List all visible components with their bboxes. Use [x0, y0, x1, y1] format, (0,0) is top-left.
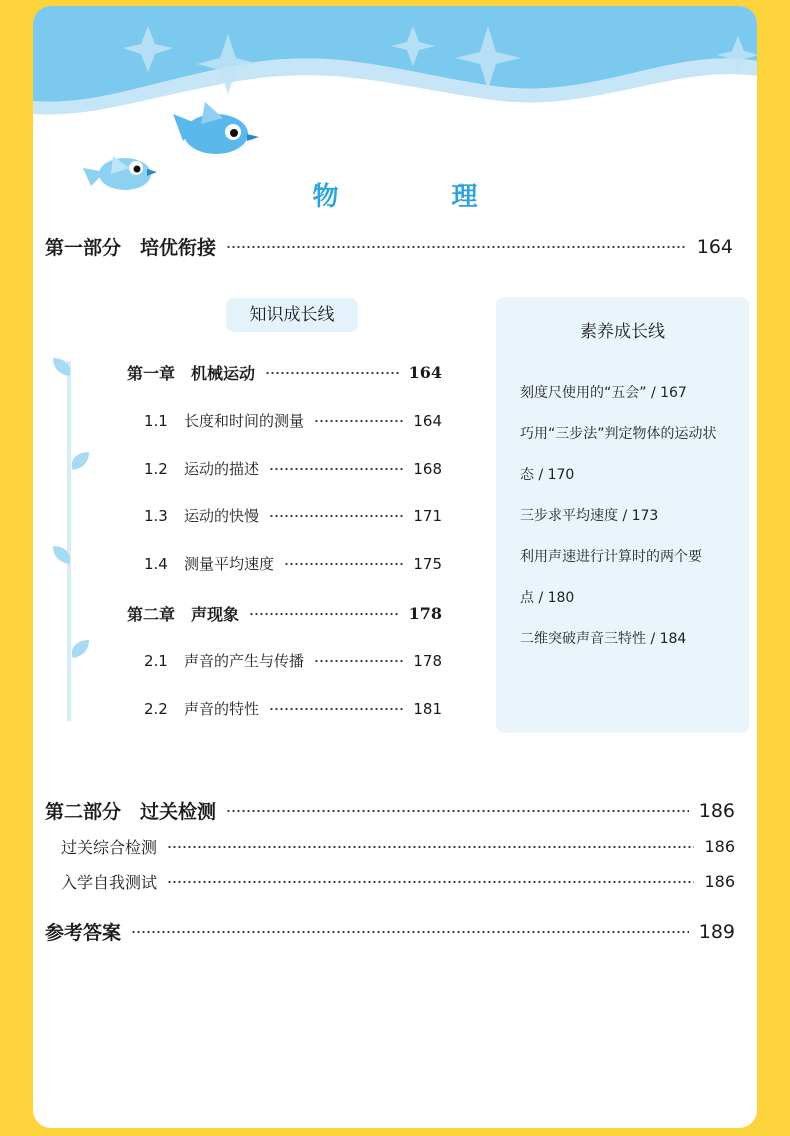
- leader-dots: [226, 245, 687, 249]
- answers-page: 189: [698, 920, 735, 943]
- literacy-panel: [496, 297, 749, 733]
- chapter-title: 第二章 声现象: [127, 605, 240, 624]
- part2-item-page: 186: [704, 872, 735, 891]
- leader-dots: [167, 845, 694, 849]
- part2-item-row[interactable]: [61, 835, 735, 858]
- toc-page: [33, 6, 757, 1128]
- leaf-icon: [69, 638, 91, 660]
- literacy-line[interactable]: 利用声速进行计算时的两个要: [520, 549, 702, 565]
- section-row[interactable]: [144, 505, 442, 526]
- section-title: 测量平均速度: [184, 555, 275, 573]
- section-number: 1.3: [144, 506, 168, 525]
- section-page: 164: [413, 411, 442, 430]
- section-page: 168: [413, 459, 442, 478]
- section-title: 声音的特性: [184, 700, 260, 718]
- knowledge-label: 知识成长线: [226, 298, 358, 332]
- leader-dots: [284, 562, 403, 566]
- part2-page: 186: [698, 799, 735, 822]
- section-title: 声音的产生与传播: [184, 652, 305, 670]
- leader-dots: [265, 371, 399, 375]
- literacy-line[interactable]: 三步求平均速度 / 173: [520, 508, 659, 524]
- leader-dots: [131, 930, 689, 934]
- section-number: 2.2: [144, 699, 168, 718]
- part2-item-row[interactable]: [61, 870, 735, 893]
- leaf-icon: [51, 356, 73, 378]
- part2-item-title: 过关综合检测: [61, 838, 158, 857]
- section-number: 1.1: [144, 411, 168, 430]
- section-row[interactable]: [144, 410, 442, 431]
- section-row[interactable]: [144, 458, 442, 479]
- answers-row[interactable]: [45, 918, 735, 945]
- leader-dots: [269, 514, 403, 518]
- section-page: 181: [413, 699, 442, 718]
- literacy-line[interactable]: 巧用“三步法”判定物体的运动状: [520, 426, 717, 442]
- section-title: 长度和时间的测量: [184, 412, 305, 430]
- bird-icon: [173, 102, 259, 154]
- part1-row[interactable]: [45, 233, 733, 260]
- chapter-row[interactable]: [127, 361, 442, 384]
- leader-dots: [249, 612, 399, 616]
- part2-item-page: 186: [704, 837, 735, 856]
- section-row[interactable]: [144, 698, 442, 719]
- chapter-page: 178: [408, 604, 442, 623]
- section-page: 171: [413, 506, 442, 525]
- part2-title: 第二部分 过关检测: [45, 801, 217, 823]
- part2-item-title: 入学自我测试: [61, 873, 158, 892]
- section-number: 1.2: [144, 459, 168, 478]
- part1-page: 164: [696, 235, 733, 258]
- leader-dots: [269, 467, 403, 471]
- subject-title: 物 理: [312, 182, 530, 212]
- literacy-title: 素养成长线: [580, 322, 665, 342]
- chapter-title: 第一章 机械运动: [127, 364, 256, 383]
- leader-dots: [314, 659, 403, 663]
- leader-dots: [269, 707, 403, 711]
- literacy-line[interactable]: 刻度尺使用的“五会” / 167: [520, 385, 687, 401]
- leader-dots: [167, 880, 694, 884]
- section-title: 运动的快慢: [184, 507, 260, 525]
- vine-decoration: [67, 361, 71, 721]
- literacy-line: 点 / 180: [520, 590, 575, 606]
- chapter-page: 164: [408, 363, 442, 382]
- answers-title: 参考答案: [45, 922, 122, 944]
- section-title: 运动的描述: [184, 460, 260, 478]
- leader-dots: [226, 809, 689, 813]
- leaf-icon: [69, 450, 91, 472]
- leader-dots: [314, 419, 403, 423]
- literacy-line: 态 / 170: [520, 467, 575, 483]
- section-page: 175: [413, 554, 442, 573]
- section-number: 2.1: [144, 651, 168, 670]
- chapter-row[interactable]: [127, 602, 442, 625]
- section-number: 1.4: [144, 554, 168, 573]
- part2-row[interactable]: [45, 797, 735, 824]
- section-row[interactable]: [144, 650, 442, 671]
- part1-title: 第一部分 培优衔接: [45, 237, 217, 259]
- section-row[interactable]: [144, 553, 442, 574]
- section-page: 178: [413, 651, 442, 670]
- leaf-icon: [51, 544, 73, 566]
- literacy-line[interactable]: 二维突破声音三特性 / 184: [520, 631, 687, 647]
